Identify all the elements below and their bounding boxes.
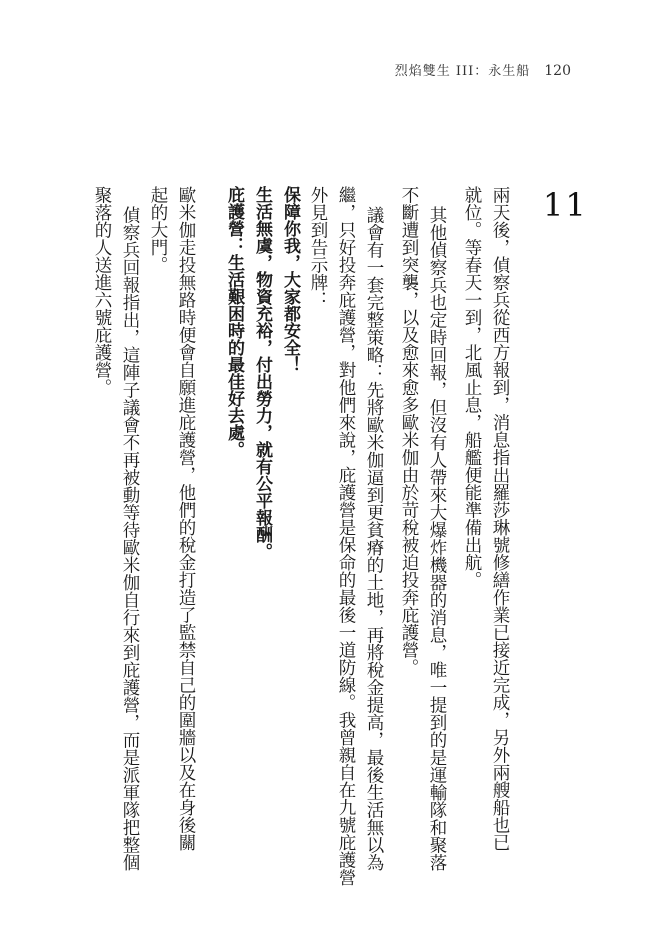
text-column-14: 聚落的人送進六號庇護營。 <box>92 186 112 396</box>
text-column-3: 其他偵察兵也定時回報，但沒有人帶來大爆炸機器的消息，唯一提到的是運輸隊和聚落 <box>427 206 447 871</box>
page-number: 120 <box>544 63 571 79</box>
text-column-7: 外見到告示牌： <box>308 186 328 309</box>
text-column-4: 不斷遭到突襲，以及愈來愈多歐米伽由於苛稅被迫投奔庇護營。 <box>399 186 419 676</box>
sign-line-2: 生活無虞，物資充裕，付出勞力，就有公平報酬。 <box>252 186 272 560</box>
running-header <box>395 60 571 79</box>
text-column-6: 繼，只好投奔庇護營，對他們來說，庇護營是保命的最後一道防線。我曾親自在九號庇護營 <box>336 186 356 886</box>
text-column-2: 就位。等春天一到，北風止息，船艦便能準備出航。 <box>462 186 482 589</box>
chapter-number: 11 <box>543 186 588 224</box>
text-column-11: 歐米伽走投無路時便會自願進庇護營，他們的稅金打造了監禁自己的圍牆以及在身後關 <box>176 186 196 851</box>
book-title: 烈焰雙生 III：永生船 <box>394 64 531 79</box>
text-column-5: 議會有一套完整策略：先將歐米伽逼到更貧瘠的土地，再將稅金提高，最後生活無以為 <box>364 206 384 871</box>
sign-line-1: 保障你我，大家都安全！ <box>280 186 300 373</box>
text-column-12: 起的大門。 <box>148 186 168 274</box>
sign-line-3: 庇護營：生活艱困時的最佳好去處。 <box>224 186 244 458</box>
text-column-13: 偵察兵回報指出，這陣子議會不再被動等待歐米伽自行來到庇護營，而是派軍隊把整個 <box>120 206 140 871</box>
text-column-1: 兩天後，偵察兵從西方報到，消息指出羅莎琳號修繕作業已接近完成，另外兩艘船也已 <box>490 186 510 851</box>
